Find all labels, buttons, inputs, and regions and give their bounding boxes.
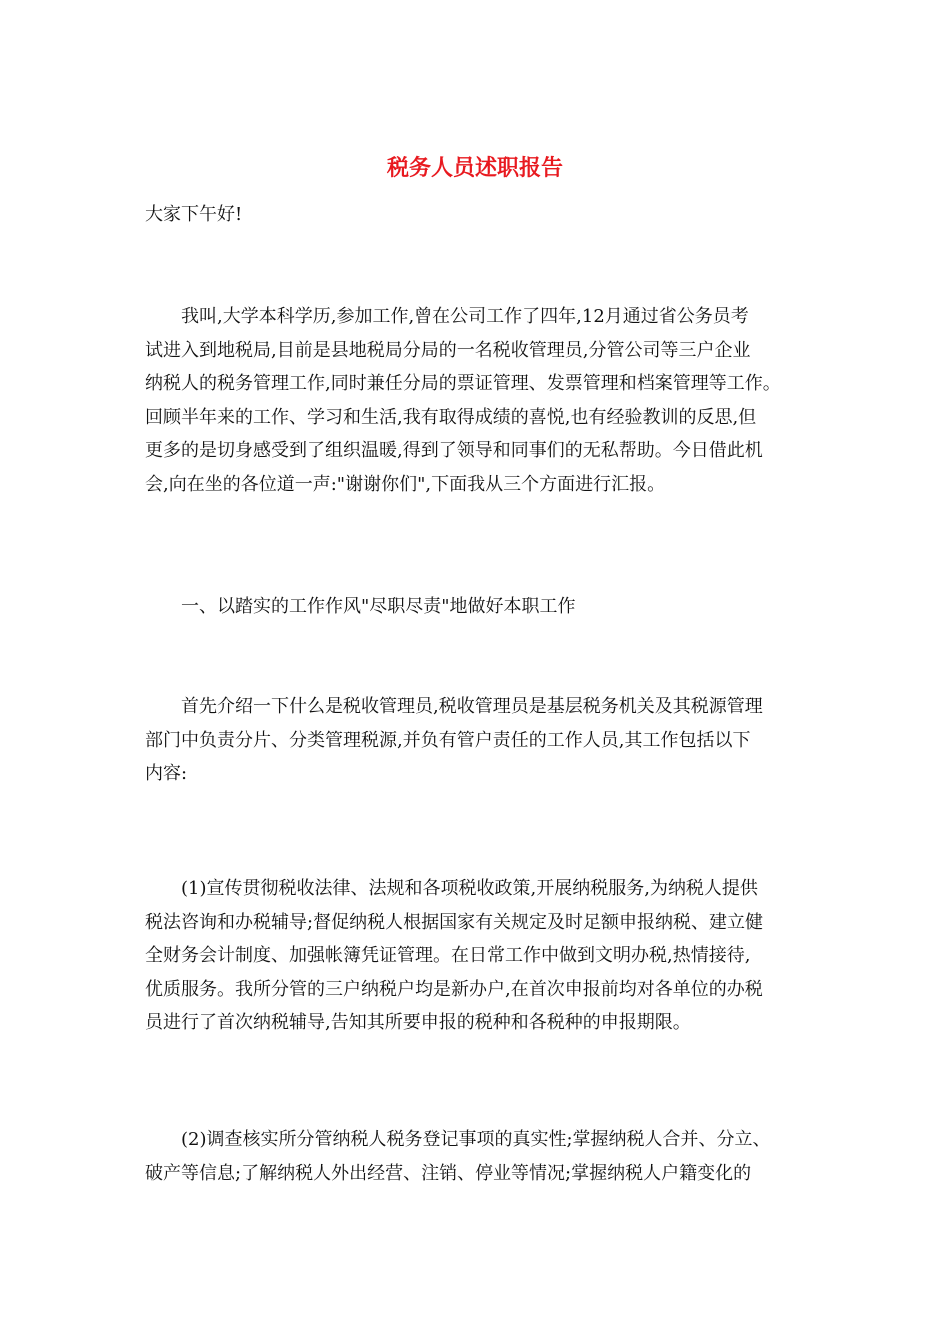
text-line: 内容:	[145, 763, 188, 784]
text-line: 部门中负责分片、分类管理税源,并负有管户责任的工作人员,其工作包括以下	[145, 729, 751, 751]
section-heading-1	[145, 590, 815, 624]
greeting-line: 大家下午好!	[145, 204, 243, 225]
text-line: 税法咨询和办税辅导;督促纳税人根据国家有关规定及时足额申报纳税、建立健	[145, 911, 764, 933]
text-line: 我叫,大学本科学历,参加工作,曾在公司工作了四年,12月通过省公务员考	[145, 306, 749, 327]
text-line: 员进行了首次纳税辅导,告知其所要申报的税种和各税种的申报期限。	[145, 1012, 691, 1033]
paragraph-intro	[145, 300, 815, 501]
heading-line: 一、以踏实的工作作风"尽职尽责"地做好本职工作	[145, 596, 576, 617]
text-line: (1)宣传贯彻税收法律、法规和各项税收政策,开展纳税服务,为纳税人提供	[145, 878, 758, 899]
text-line: (2)调查核实所分管纳税人税务登记事项的真实性;掌握纳税人合并、分立、	[145, 1129, 771, 1150]
text-line: 全财务会计制度、加强帐簿凭证管理。在日常工作中做到文明办税,热情接待,	[145, 945, 751, 966]
greeting	[145, 198, 815, 232]
text-line: 更多的是切身感受到了组织温暖,得到了领导和同事们的无私帮助。今日借此机	[145, 440, 763, 461]
text-line: 回顾半年来的工作、学习和生活,我有取得成绩的喜悦,也有经验教训的反思,但	[145, 406, 757, 428]
text-line: 会,向在坐的各位道一声:"谢谢你们",下面我从三个方面进行汇报。	[145, 473, 666, 495]
text-line: 首先介绍一下什么是税收管理员,税收管理员是基层税务机关及其税源管理	[145, 696, 763, 717]
paragraph-item-2	[145, 1123, 815, 1190]
text-line: 试进入到地税局,目前是县地税局分局的一名税收管理员,分管公司等三户企业	[145, 339, 751, 361]
text-line: 纳税人的税务管理工作,同时兼任分局的票证管理、发票管理和档案管理等工作。	[145, 373, 781, 394]
paragraph-item-1	[145, 872, 815, 1040]
document-title: 税务人员述职报告	[386, 155, 563, 181]
paragraph-definition	[145, 690, 815, 791]
text-line: 优质服务。我所分管的三户纳税户均是新办户,在首次申报前均对各单位的办税	[145, 978, 763, 1000]
text-line: 破产等信息;了解纳税人外出经营、注销、停业等情况;掌握纳税人户籍变化的	[145, 1162, 752, 1184]
